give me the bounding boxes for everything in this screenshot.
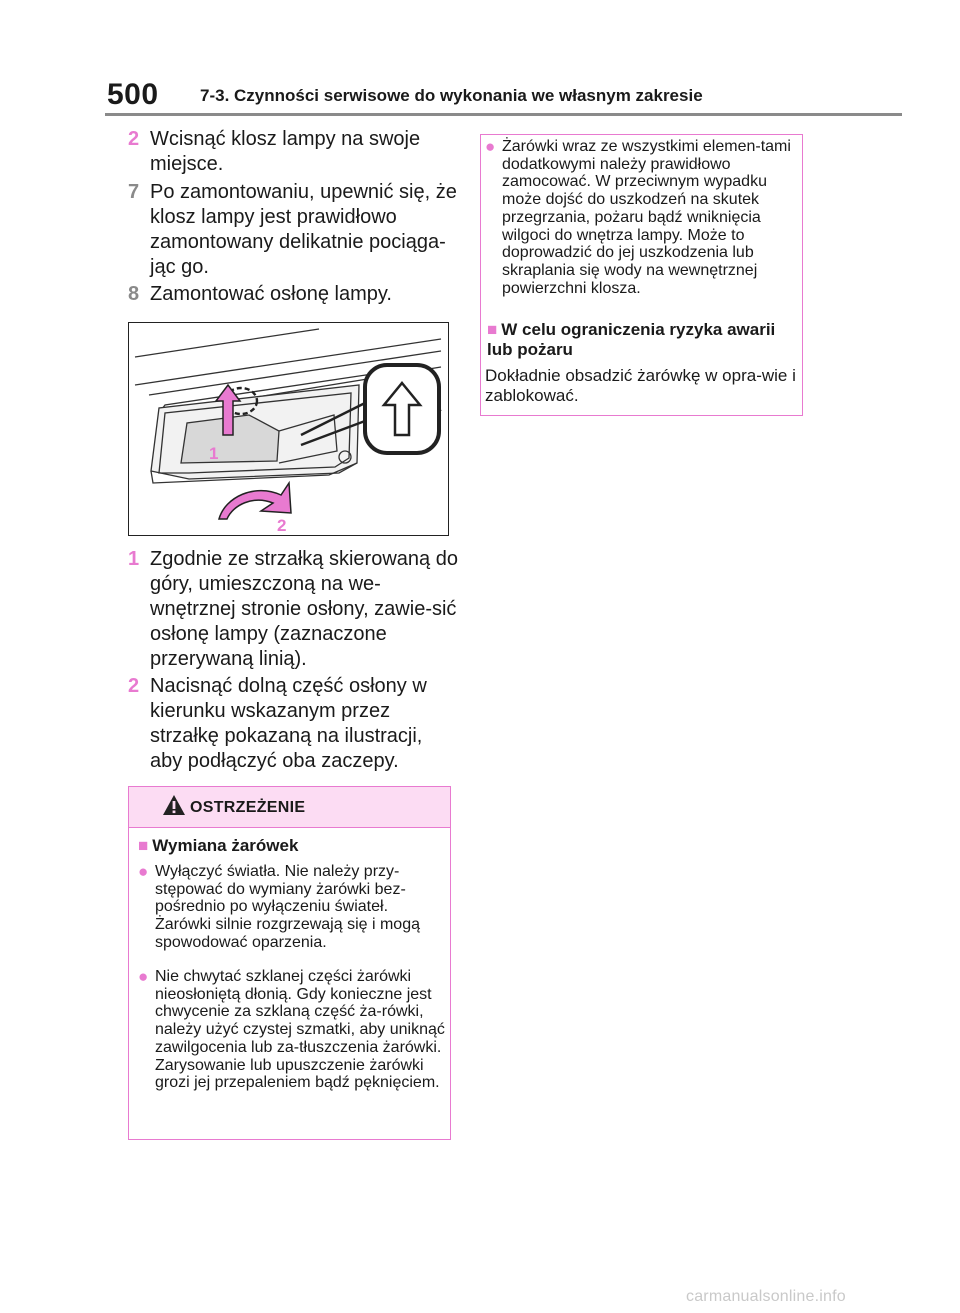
warning-bullet-text: Nie chwytać szklanej części żarówki nieosłoniętą dłonią. Gdy konieczne jest chwycenie za szklaną część ża-rówki, należy użyć czystej szmatki, aby uniknąć zawilgocenia lub za-tłuszczenia żarówki. Zarysowanie lub upuszczenie żarówki grozi jej przepaleniem bądź pęknięciem. xyxy=(155,968,445,1092)
step-number: 2 xyxy=(128,675,140,697)
warning-box xyxy=(128,786,451,1140)
warning-bullet-text: Wyłączyć światła. Nie należy przy-stępować do wymiany żarówki bez-pośrednio po wyłączeniu świateł. Żarówki silnie rozgrzewają się i mogą spowodować oparzenia. xyxy=(155,863,420,951)
warning-label: OSTRZEŻENIE xyxy=(190,799,306,816)
step-text: Po zamontowaniu, upewnić się, że klosz lampy jest prawidłowo zamontowany delikatnie pociąga-jąc go. xyxy=(150,181,457,278)
step-number: 8 xyxy=(128,283,140,305)
callout-1: 1 xyxy=(209,444,219,463)
step-item xyxy=(128,282,458,307)
footer-watermark: carmanualsonline.info xyxy=(686,1288,846,1305)
step-text: Nacisnąć dolną część osłony w kierunku wskazanym przez strzałkę pokazaną na ilustracji, aby podłączyć oba zaczepy. xyxy=(150,675,427,772)
step-number: 7 xyxy=(128,181,140,203)
circle-bullet-icon: ● xyxy=(485,137,496,156)
note-bullet xyxy=(485,138,799,297)
page-number: 500 xyxy=(107,78,159,111)
step-item xyxy=(128,674,458,774)
step-item xyxy=(128,180,458,280)
step-text: Wcisnąć klosz lampy na swoje miejsce. xyxy=(150,128,421,175)
note-body: Dokładnie obsadzić żarówkę w opra-wie i zablokować. xyxy=(485,366,796,405)
lamp-cover-drawing xyxy=(129,323,448,535)
warning-bullet xyxy=(138,968,448,1092)
square-bullet-icon: ■ xyxy=(487,320,498,339)
circle-bullet-icon: ● xyxy=(138,862,149,881)
lamp-cover-illustration xyxy=(128,322,449,536)
note-heading-text: W celu ograniczenia ryzyka awarii lub pożaru xyxy=(487,320,776,359)
step-item xyxy=(128,127,458,177)
note-box xyxy=(480,134,803,416)
step-item xyxy=(128,547,458,672)
square-bullet-icon: ■ xyxy=(138,836,149,855)
header-divider xyxy=(105,113,902,116)
circle-bullet-icon: ● xyxy=(138,967,149,986)
note-heading xyxy=(487,320,787,360)
warning-header xyxy=(129,787,450,828)
warning-bullet xyxy=(138,863,448,952)
warning-triangle-icon xyxy=(162,794,186,816)
warning-heading-text: Wymiana żarówek xyxy=(152,836,299,855)
warning-heading xyxy=(138,836,298,856)
step-number: 1 xyxy=(128,548,140,570)
step-text: Zgodnie ze strzałką skierowaną do góry, umieszczoną na we-wnętrznej stronie osłony, zawie-sić osłonę lampy (zaznaczone przerywaną linią). xyxy=(150,548,458,670)
callout-2: 2 xyxy=(277,516,287,535)
step-text: Zamontować osłonę lampy. xyxy=(150,283,392,305)
section-title: 7-3. Czynności serwisowe do wykonania we własnym zakresie xyxy=(200,86,703,105)
step-number: 2 xyxy=(128,128,140,150)
note-bullet-text: Żarówki wraz ze wszystkimi elemen-tami dodatkowymi należy prawidłowo zamocować. W przeciwnym wypadku może dojść do uszkodzeń na skutek przegrzania, pożaru bądź wniknięcia wilgoci do wnętrza lampy. Może to doprowadzić do jej uszkodzenia lub skraplania się wody na wewnętrznej powierzchni klosza. xyxy=(502,138,791,297)
